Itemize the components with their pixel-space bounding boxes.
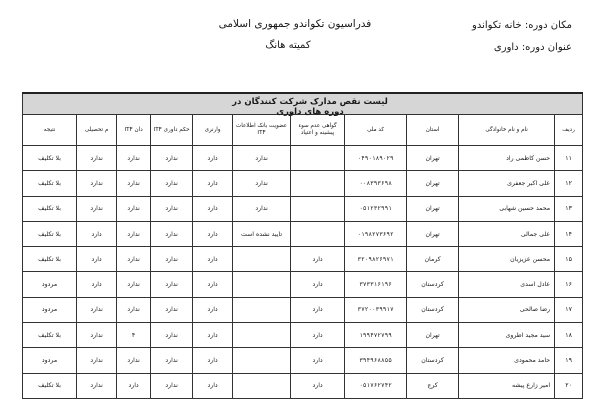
table-cell: ندارد bbox=[77, 297, 117, 322]
table-cell: دارد bbox=[193, 247, 233, 272]
table-cell: ۳۹۴۹۶۸۸۵۵ bbox=[345, 348, 407, 373]
table-cell: کردستان bbox=[407, 297, 459, 322]
table-cell: ۱۸ bbox=[555, 323, 583, 348]
table-cell: ۱۶ bbox=[555, 272, 583, 297]
table-cell: رضا صالحی bbox=[459, 297, 555, 322]
table-cell bbox=[291, 171, 345, 196]
table-cell: سید مجید اطروی bbox=[459, 323, 555, 348]
table-cell bbox=[291, 221, 345, 246]
table-cell: دارد bbox=[291, 272, 345, 297]
table-cell: ندارد bbox=[233, 146, 291, 171]
table-cell: تهران bbox=[407, 323, 459, 348]
table-cell: ندارد bbox=[117, 196, 151, 221]
table-cell: کرج bbox=[407, 373, 459, 398]
table-cell: ندارد bbox=[151, 297, 193, 322]
table-cell: دارد bbox=[193, 221, 233, 246]
table-cell bbox=[233, 297, 291, 322]
table-cell: ندارد bbox=[151, 146, 193, 171]
table-cell: ۲۰ bbox=[555, 373, 583, 398]
table-cell: دارد bbox=[77, 221, 117, 246]
table-cell: کردستان bbox=[407, 272, 459, 297]
column-header: ردیف bbox=[555, 115, 583, 146]
table-cell: ندارد bbox=[77, 373, 117, 398]
table-cell: تهران bbox=[407, 146, 459, 171]
table-cell: کرمان bbox=[407, 247, 459, 272]
table-row bbox=[23, 348, 583, 373]
table-cell: ۱۹ bbox=[555, 348, 583, 373]
column-header: نتیجه bbox=[23, 115, 77, 146]
table-cell: ندارد bbox=[77, 196, 117, 221]
table-row bbox=[23, 196, 583, 221]
table-cell: ندارد bbox=[151, 196, 193, 221]
table-cell: دارد bbox=[291, 247, 345, 272]
table-cell: ندارد bbox=[77, 146, 117, 171]
table-cell bbox=[233, 373, 291, 398]
column-header: عضویت بانک اطلاعات ITF bbox=[233, 115, 291, 146]
table-cell: محسن عزیزیان bbox=[459, 247, 555, 272]
course-title: عنوان دوره: داوری bbox=[493, 42, 572, 53]
column-header: وارنری bbox=[193, 115, 233, 146]
table-cell: مردود bbox=[23, 297, 77, 322]
table-cell: دارد bbox=[291, 373, 345, 398]
table-cell bbox=[291, 146, 345, 171]
table-cell: ۰۵۱۲۳۲۹۹۱ bbox=[345, 196, 407, 221]
table-row bbox=[23, 146, 583, 171]
table-cell: ندارد bbox=[233, 171, 291, 196]
column-header: گواهی عدم سوء پیشینه و اعتیاد bbox=[291, 115, 345, 146]
table-cell: عادل اسدی bbox=[459, 272, 555, 297]
table-cell: ندارد bbox=[117, 221, 151, 246]
table-cell: دارد bbox=[193, 171, 233, 196]
table-row bbox=[23, 247, 583, 272]
table-cell: تهران bbox=[407, 196, 459, 221]
column-header: م تحصیلی bbox=[77, 115, 117, 146]
table-cell: ۴ bbox=[117, 323, 151, 348]
column-header: استان bbox=[407, 115, 459, 146]
table-cell bbox=[233, 348, 291, 373]
table-cell bbox=[233, 272, 291, 297]
table-cell: ۰۵۱۷۶۲۷۴۲ bbox=[345, 373, 407, 398]
table-cell: مردود bbox=[23, 348, 77, 373]
table-cell: کردستان bbox=[407, 348, 459, 373]
table-cell: دارد bbox=[77, 272, 117, 297]
table-cell: بلا تکلیف bbox=[23, 221, 77, 246]
table-cell: ۳۷۳۳۱۶۱۹۶ bbox=[345, 272, 407, 297]
table-cell: حامد محمودی bbox=[459, 348, 555, 373]
table-cell: دارد bbox=[193, 348, 233, 373]
table-cell: ندارد bbox=[117, 171, 151, 196]
table-cell: ندارد bbox=[117, 146, 151, 171]
table-cell: ۰۰۸۳۹۳۶۹۸ bbox=[345, 171, 407, 196]
table-row bbox=[23, 221, 583, 246]
table-row bbox=[23, 272, 583, 297]
table-cell: ندارد bbox=[77, 348, 117, 373]
table-cell: دارد bbox=[193, 272, 233, 297]
table-cell: علی اکبر جعفری bbox=[459, 171, 555, 196]
table-cell: دارد bbox=[193, 323, 233, 348]
table-cell: ۱۲ bbox=[555, 171, 583, 196]
table-cell: ندارد bbox=[151, 272, 193, 297]
table-cell: بلا تکلیف bbox=[23, 146, 77, 171]
table-cell: ۱۳ bbox=[555, 196, 583, 221]
table-cell: ۱۹۹۴۷۲۷۹۹ bbox=[345, 323, 407, 348]
table-cell: تهران bbox=[407, 171, 459, 196]
table-cell: دارد bbox=[291, 348, 345, 373]
table-row bbox=[23, 373, 583, 398]
table-cell: دارد bbox=[117, 373, 151, 398]
table-cell: ندارد bbox=[151, 373, 193, 398]
table-cell: ندارد bbox=[117, 297, 151, 322]
table-cell: دارد bbox=[193, 297, 233, 322]
course-place: مکان دوره: خانه تکواندو bbox=[471, 20, 572, 31]
table-cell: ندارد bbox=[151, 221, 193, 246]
table-cell: مردود bbox=[23, 272, 77, 297]
column-header: حکم داوری ITF bbox=[151, 115, 193, 146]
table-cell: ۱۴ bbox=[555, 221, 583, 246]
table-cell: بلا تکلیف bbox=[23, 196, 77, 221]
table-title: لیست نقص مدارک شرکت کنندگان در دوره های داوری bbox=[232, 97, 388, 117]
table-cell: بلا تکلیف bbox=[23, 373, 77, 398]
table-cell: دارد bbox=[77, 247, 117, 272]
table-cell: ۰۱۹۸۲۷۳۶۹۲ bbox=[345, 221, 407, 246]
table-cell: تایید نشده است bbox=[233, 221, 291, 246]
table-cell: بلا تکلیف bbox=[23, 247, 77, 272]
table-row bbox=[23, 171, 583, 196]
table-cell: دارد bbox=[193, 146, 233, 171]
table-cell: تهران bbox=[407, 221, 459, 246]
table-cell: ۳۲۰۹۸۲۶۹۷۱ bbox=[345, 247, 407, 272]
table-cell: ندارد bbox=[151, 323, 193, 348]
table-cell: ۰۴۹۰۱۸۹۰۲۹ bbox=[345, 146, 407, 171]
table-cell: امیر زارع پیشه bbox=[459, 373, 555, 398]
table-cell: ندارد bbox=[77, 323, 117, 348]
table-cell: بلا تکلیف bbox=[23, 171, 77, 196]
table-cell: ندارد bbox=[151, 247, 193, 272]
table-cell: ۱۷ bbox=[555, 297, 583, 322]
table-cell: ندارد bbox=[77, 171, 117, 196]
table-cell: ۱۵ bbox=[555, 247, 583, 272]
table-header-row bbox=[23, 115, 583, 146]
table-cell: ندارد bbox=[233, 196, 291, 221]
table-cell: ۳۷۲۰۰۳۹۹۱۷ bbox=[345, 297, 407, 322]
table-cell: دارد bbox=[291, 323, 345, 348]
table-cell bbox=[233, 247, 291, 272]
table-cell bbox=[291, 196, 345, 221]
table-cell: بلا تکلیف bbox=[23, 323, 77, 348]
table-cell: ندارد bbox=[151, 348, 193, 373]
table-cell: دارد bbox=[193, 196, 233, 221]
table-cell: ندارد bbox=[117, 272, 151, 297]
table-cell bbox=[233, 323, 291, 348]
table-row bbox=[23, 297, 583, 322]
table-cell: ندارد bbox=[151, 171, 193, 196]
table-cell: دارد bbox=[193, 373, 233, 398]
table-cell: علی جمالی bbox=[459, 221, 555, 246]
column-header: کد ملی bbox=[345, 115, 407, 146]
table-cell: محمد حسین شهابی bbox=[459, 196, 555, 221]
column-header: دان ITF bbox=[117, 115, 151, 146]
table-cell: دارد bbox=[291, 297, 345, 322]
table-cell: ۱۱ bbox=[555, 146, 583, 171]
federation-title: فدراسیون تکواندو جمهوری اسلامی bbox=[218, 18, 372, 30]
table-row bbox=[23, 323, 583, 348]
documents-table bbox=[22, 92, 583, 399]
committee-title: کمیته هانگ bbox=[265, 40, 311, 51]
table-cell: ندارد bbox=[117, 348, 151, 373]
table-cell: حسن کاظمی راد bbox=[459, 146, 555, 171]
column-header: نام و نام خانوادگی bbox=[459, 115, 555, 146]
table-cell: ندارد bbox=[117, 247, 151, 272]
